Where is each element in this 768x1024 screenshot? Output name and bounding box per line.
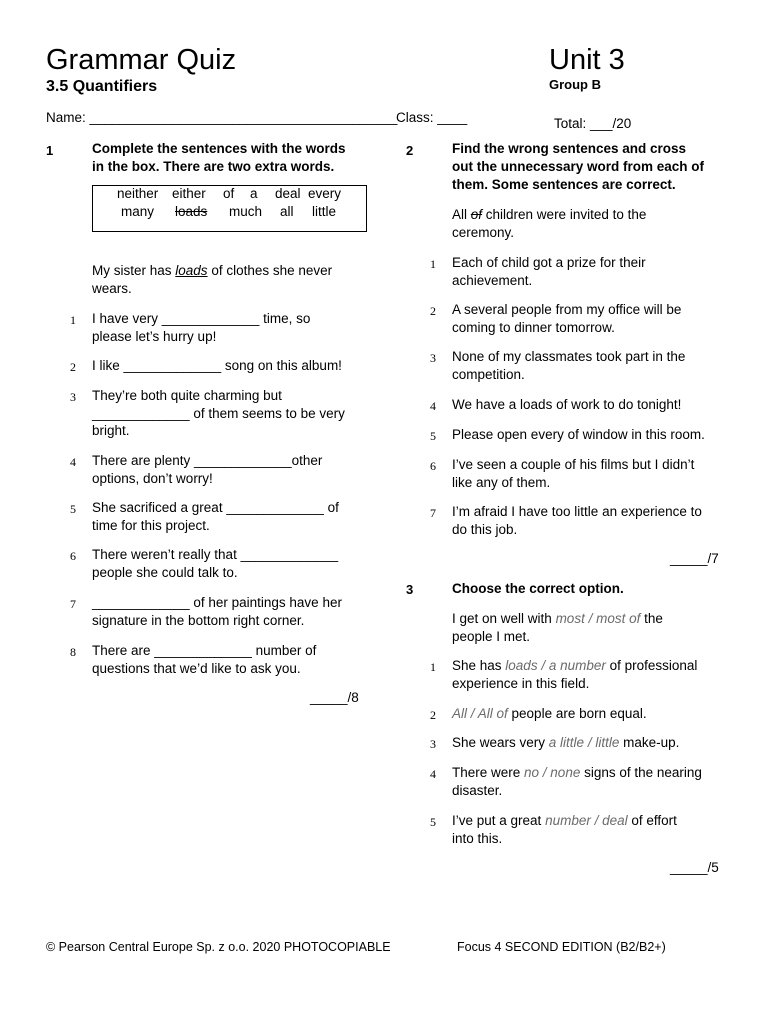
option-pair[interactable]: loads / a number xyxy=(505,658,606,673)
quiz-title: Grammar Quiz xyxy=(46,44,237,76)
instruction-line: in the box. There are two extra words. xyxy=(92,159,335,174)
box-word: many xyxy=(121,204,155,219)
box-word: little xyxy=(312,204,337,219)
list-item: I’ve seen a couple of his films but I didn’t like any of them. xyxy=(452,457,695,490)
class-field[interactable]: Class: ____ xyxy=(396,110,468,125)
box-word: neither xyxy=(117,186,159,201)
item-number: 1 xyxy=(70,313,76,327)
item-number: 7 xyxy=(430,506,436,520)
section-2-score: _____/7 xyxy=(670,551,719,566)
box-word: every xyxy=(308,186,342,201)
list-item: I’m afraid I have too little an experience to do this job. xyxy=(452,504,702,537)
footer-edition: Focus 4 SECOND EDITION (B2/B2+) xyxy=(457,940,666,954)
total-score: Total: ___/20 xyxy=(554,116,632,131)
quiz-subtitle: 3.5 Quantifiers xyxy=(46,78,158,95)
group-label: Group B xyxy=(549,77,601,92)
example-crossed-word: of xyxy=(470,207,483,222)
item-number: 6 xyxy=(430,459,436,473)
item-number: 3 xyxy=(430,351,436,365)
list-item: They’re both quite charming but _____________ of them seems to be very bright. xyxy=(92,388,345,438)
section-3-instruction: Choose the correct option. xyxy=(452,581,624,596)
box-word: all xyxy=(280,204,294,219)
section-3-example: I get on well with most / most of the people I met. xyxy=(452,611,663,644)
instruction-line: Complete the sentences with the words xyxy=(92,141,346,156)
instruction-line: out the unnecessary word from each of xyxy=(452,159,705,174)
unit-label: Unit 3 xyxy=(549,44,625,76)
item-number: 3 xyxy=(70,390,76,404)
section-3-number: 3 xyxy=(406,582,414,597)
item-number: 6 xyxy=(70,549,76,563)
list-item: There are plenty _____________other options, don’t worry! xyxy=(92,453,323,486)
list-item: A several people from my office will be coming to dinner tomorrow. xyxy=(452,302,682,335)
list-item: All / All of people are born equal. xyxy=(452,706,647,721)
list-item: She has loads / a number of professional experience in this field. xyxy=(452,658,698,691)
box-word: much xyxy=(229,204,263,219)
list-item: We have a loads of work to do tonight! xyxy=(452,397,682,412)
section-1-instruction xyxy=(92,140,346,176)
instruction-line: Find the wrong sentences and cross xyxy=(452,141,687,156)
section-2-example: All of children were invited to the ceremony. xyxy=(452,207,647,240)
item-number: 4 xyxy=(70,455,76,469)
section-1-example: My sister has loads of clothes she never wears. xyxy=(92,263,333,296)
box-word: a xyxy=(250,186,258,201)
list-item: Please open every of window in this room. xyxy=(452,427,705,442)
item-number: 3 xyxy=(430,737,436,751)
option-pair[interactable]: number / deal xyxy=(545,813,628,828)
option-pair[interactable]: a little / little xyxy=(548,735,620,750)
list-item: She sacrificed a great _____________ of time for this project. xyxy=(92,500,339,533)
name-field[interactable]: Name: _________________________________________ xyxy=(46,110,398,125)
box-word: either xyxy=(172,186,206,201)
box-word-crossed: loads xyxy=(175,204,208,219)
section-1-number: 1 xyxy=(46,143,54,158)
list-item: She wears very a little / little make-up. xyxy=(452,735,680,750)
list-item: I have very _____________ time, so please let’s hurry up! xyxy=(92,311,311,344)
section-2-number: 2 xyxy=(406,143,414,158)
list-item: None of my classmates took part in the competition. xyxy=(452,349,686,382)
item-number: 4 xyxy=(430,399,436,413)
item-number: 8 xyxy=(70,645,76,659)
item-number: 4 xyxy=(430,767,436,781)
footer-copyright: © Pearson Central Europe Sp. z o.o. 2020 PHOTOCOPIABLE xyxy=(46,940,391,954)
section-1-score: _____/8 xyxy=(310,690,359,705)
list-item: _____________ of her paintings have her signature in the bottom right corner. xyxy=(92,595,342,628)
option-pair[interactable]: All / All of xyxy=(452,706,508,721)
item-number: 5 xyxy=(70,502,76,516)
option-pair[interactable]: no / none xyxy=(524,765,581,780)
item-number: 2 xyxy=(430,708,436,722)
list-item: There weren’t really that _____________ people she could talk to. xyxy=(92,547,339,580)
item-number: 7 xyxy=(70,597,76,611)
item-number: 5 xyxy=(430,429,436,443)
list-item: There are _____________ number of questions that we’d like to ask you. xyxy=(92,643,317,676)
section-3-score: _____/5 xyxy=(670,860,719,875)
list-item: I’ve put a great number / deal of effort into this. xyxy=(452,813,677,846)
instruction-line: them. Some sentences are correct. xyxy=(452,177,676,192)
box-word: of xyxy=(223,186,235,201)
list-item: I like _____________ song on this album! xyxy=(92,358,342,373)
box-word: deal xyxy=(275,186,301,201)
item-number: 2 xyxy=(430,304,436,318)
example-answer: loads xyxy=(175,263,208,278)
option-pair: most / most of xyxy=(555,611,641,626)
item-number: 1 xyxy=(430,257,436,271)
list-item: There were no / none signs of the nearing disaster. xyxy=(452,765,702,798)
item-number: 1 xyxy=(430,660,436,674)
word-box xyxy=(92,185,367,232)
item-number: 2 xyxy=(70,360,76,374)
item-number: 5 xyxy=(430,815,436,829)
section-2-instruction xyxy=(452,140,704,194)
list-item: Each of child got a prize for their achievement. xyxy=(452,255,646,288)
